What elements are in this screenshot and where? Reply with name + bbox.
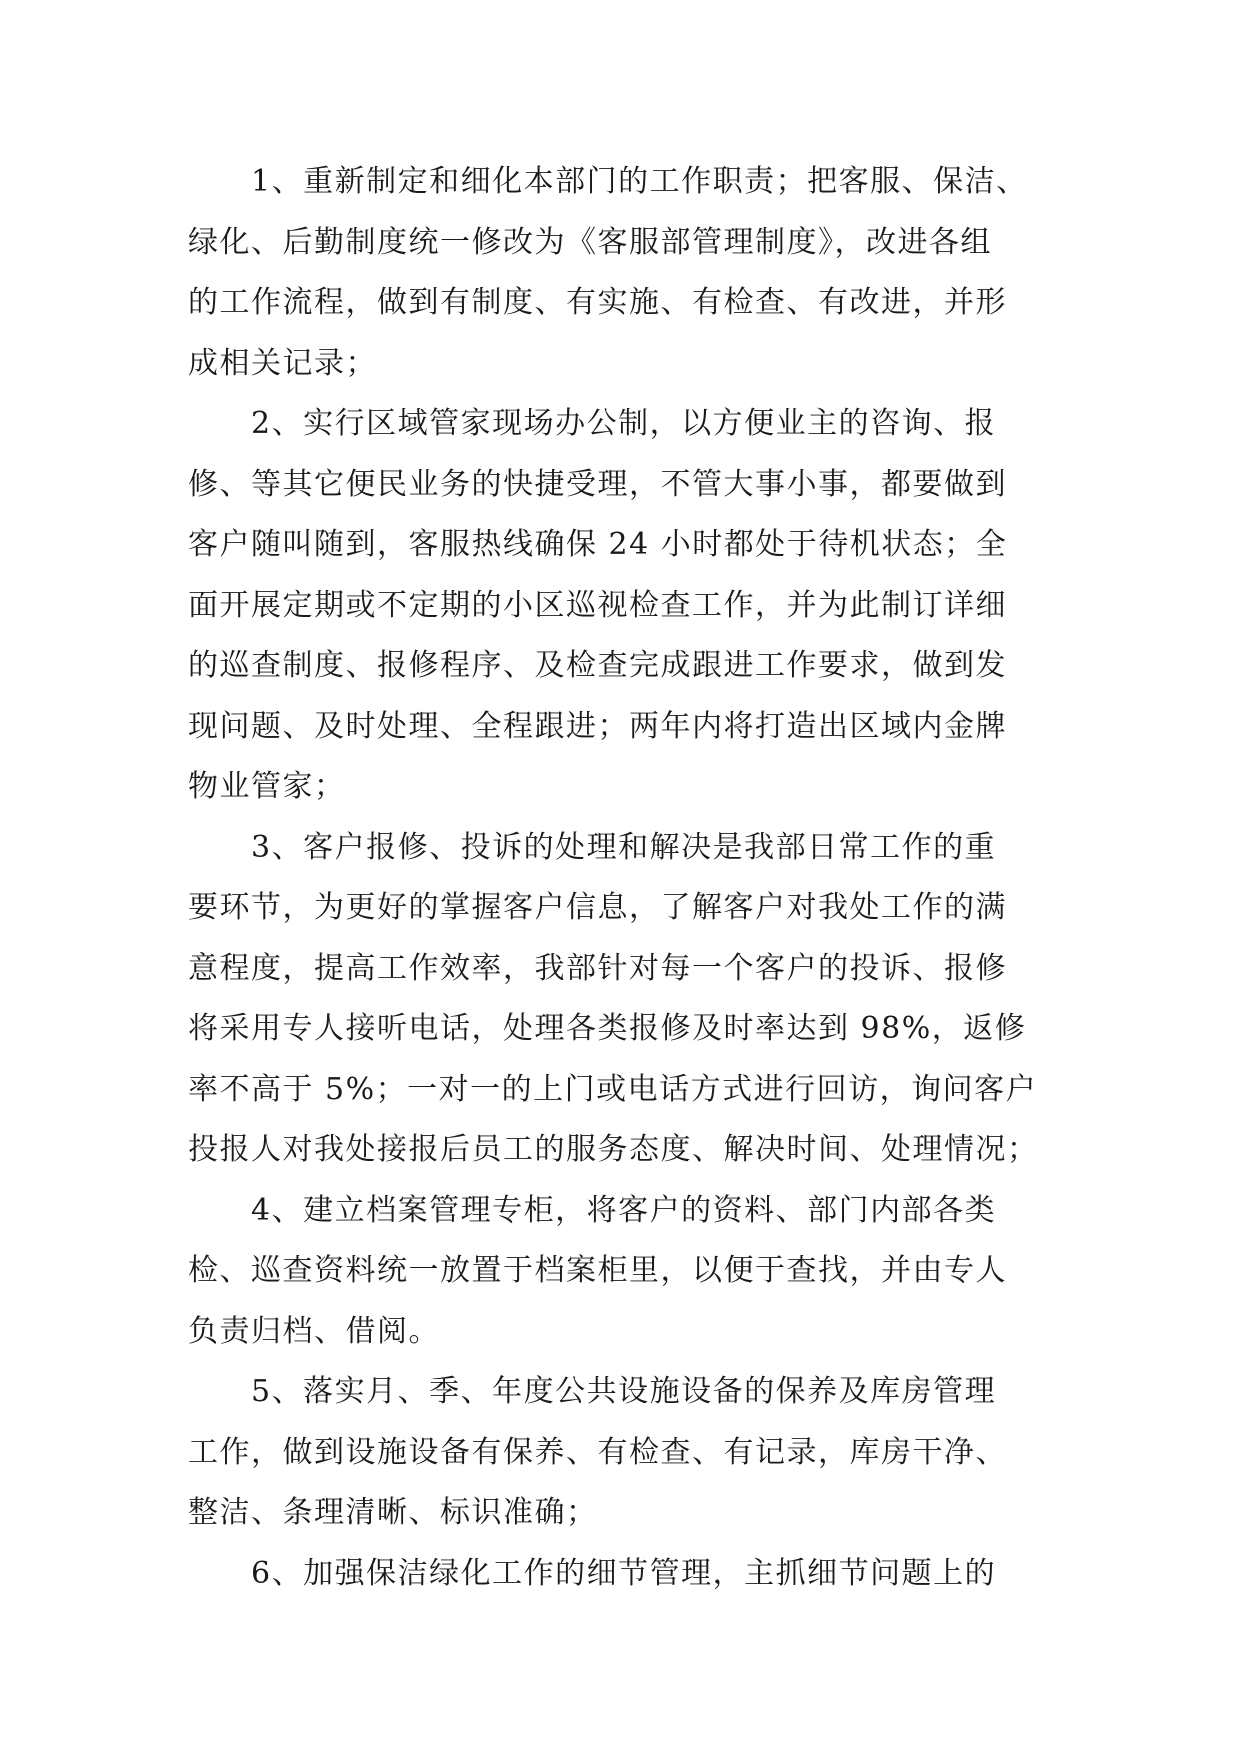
text-line: 成相关记录； bbox=[188, 345, 377, 381]
text-line: 物业管家； bbox=[188, 769, 346, 804]
paragraph-6 bbox=[188, 1544, 1058, 1605]
text-line: 客户随叫随到，客服热线确保 24 小时都处于待机状态；全 bbox=[188, 527, 1008, 562]
text-line: 整洁、条理清晰、标识准确； bbox=[188, 1495, 598, 1530]
paragraph-2 bbox=[188, 394, 1058, 818]
text-line: 检、巡查资料统一放置于档案柜里，以便于查找，并由专人 bbox=[188, 1253, 1007, 1288]
text-line: 将采用专人接听电话，处理各类报修及时率达到 98%，返修 bbox=[188, 1011, 1027, 1046]
text-line: 要环节，为更好的掌握客户信息，了解客户对我处工作的满 bbox=[188, 890, 1007, 925]
text-line: 的工作流程，做到有制度、有实施、有检查、有改进，并形 bbox=[188, 285, 1007, 320]
text-line: 负责归档、借阅。 bbox=[188, 1313, 440, 1349]
paragraph-5 bbox=[188, 1362, 1058, 1544]
text-line: 2、实行区域管家现场办公制，以方便业主的咨询、报 bbox=[251, 406, 997, 441]
paragraph-4 bbox=[188, 1181, 1058, 1363]
text-line: 工作，做到设施设备有保养、有检查、有记录，库房干净、 bbox=[188, 1434, 1007, 1470]
text-line: 1、重新制定和细化本部门的工作职责；把客服、保洁、 bbox=[251, 164, 1028, 199]
text-line: 意程度，提高工作效率，我部针对每一个客户的投诉、报修 bbox=[188, 950, 1007, 986]
text-line: 6、加强保洁绿化工作的细节管理，主抓细节问题上的 bbox=[251, 1555, 997, 1591]
text-line: 现问题、及时处理、全程跟进；两年内将打造出区域内金牌 bbox=[188, 708, 1007, 744]
text-line: 的巡查制度、报修程序、及检查完成跟进工作要求，做到发 bbox=[188, 648, 1007, 683]
text-line: 3、客户报修、投诉的处理和解决是我部日常工作的重 bbox=[251, 829, 997, 865]
text-line: 修、等其它便民业务的快捷受理，不管大事小事，都要做到 bbox=[188, 466, 1007, 502]
text-line: 投报人对我处接报后员工的服务态度、解决时间、处理情况； bbox=[188, 1132, 1039, 1167]
text-line: 5、落实月、季、年度公共设施设备的保养及库房管理 bbox=[251, 1374, 997, 1409]
paragraph-1 bbox=[188, 152, 1058, 394]
text-line: 绿化、后勤制度统一修改为《客服部管理制度》，改进各组 bbox=[188, 224, 992, 260]
document-body bbox=[188, 152, 1058, 1604]
text-line: 面开展定期或不定期的小区巡视检查工作，并为此制订详细 bbox=[188, 587, 1007, 623]
paragraph-3 bbox=[188, 818, 1058, 1181]
text-line: 4、建立档案管理专柜，将客户的资料、部门内部各类 bbox=[251, 1192, 997, 1228]
text-line: 率不高于 5%；一对一的上门或电话方式进行回访，询问客户 bbox=[188, 1071, 1038, 1107]
